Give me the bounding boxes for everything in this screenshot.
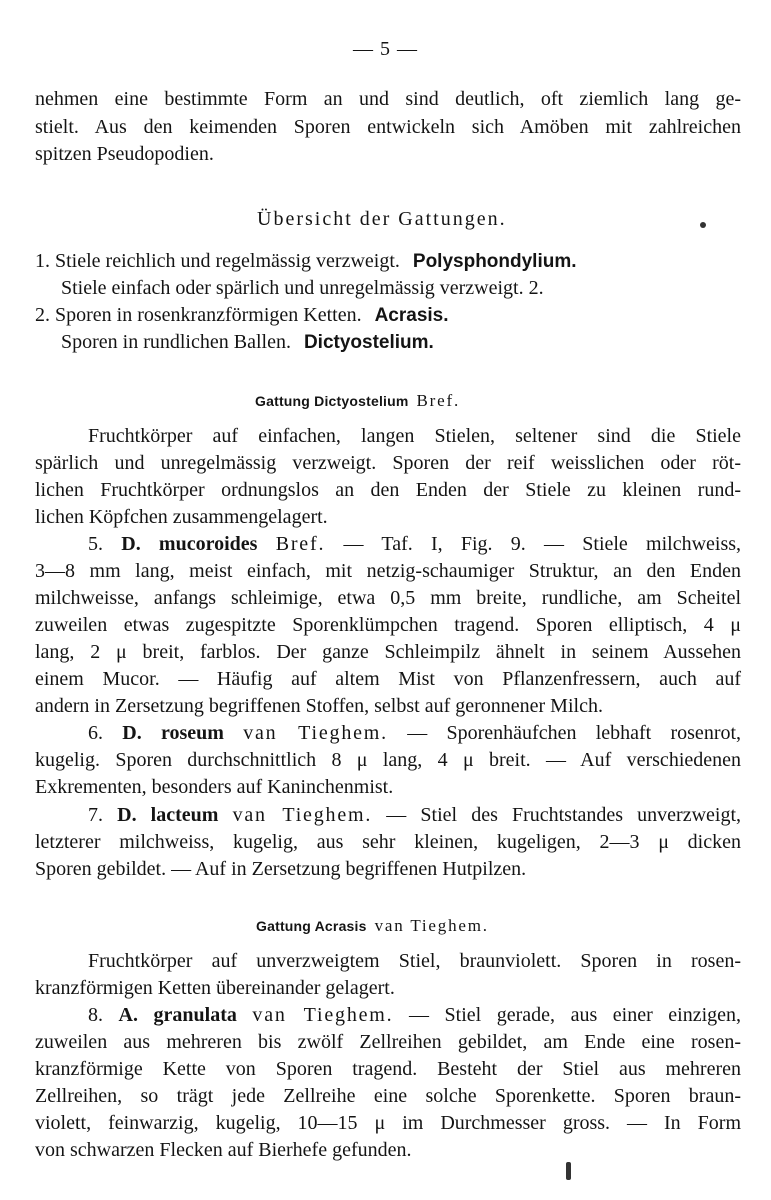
species-text-line: andern in Zersetzung begriffenen Stoffen, selbst auf geronnener Milch. (35, 695, 603, 717)
genus-description-line: spärlich und unregelmässig verzweigt. Sporen der reif weisslichen oder röt- (35, 452, 741, 474)
species-number: 8. (88, 1004, 103, 1026)
species-text-line: Sporen gebildet. — Auf in Zersetzung begriffenen Hutpilzen. (35, 858, 527, 880)
key-line-2a (35, 302, 449, 329)
species-name: A. granulata (118, 1004, 237, 1026)
species-name: D. lacteum (117, 804, 219, 826)
species-author: Bref. (275, 533, 326, 555)
genus-description-line: lichen Fruchtkörper ordnungslos an den Enden der Stiele zu kleinen rund- (35, 479, 741, 501)
species-number: 6. (88, 722, 103, 744)
species-text-line: 3—8 mm lang, meist einfach, mit netzig-schaumiger Struktur, an den Enden (35, 560, 741, 582)
section-author: Bref. (416, 391, 461, 410)
intro-line: spitzen Pseudopodien. (35, 143, 214, 165)
species-text-line: Exkrementen, besonders auf Kaninchenmist. (35, 776, 394, 798)
intro-line: nehmen eine bestimmte Form an und sind deutlich, oft ziemlich lang ge- (35, 88, 741, 110)
species-entry-5 (88, 531, 741, 557)
genus-name: Acrasis. (374, 305, 449, 326)
genus-description-line: Fruchtkörper auf unverzweigtem Stiel, braunviolett. Sporen in rosen- (88, 950, 741, 972)
genus-description-line: kranzförmigen Ketten übereinander gelagert. (35, 977, 395, 999)
species-author: van Tieghem. (252, 1004, 394, 1026)
key-text: 2. Sporen in rosenkranzförmigen Ketten. (35, 304, 362, 326)
key-text: Sporen in rundlichen Ballen. (61, 331, 291, 353)
species-number: 5. (88, 533, 103, 555)
species-entry-7 (88, 802, 741, 828)
species-text: — Sporenhäufchen lebhaft rosenrot, (407, 722, 742, 744)
key-line-1b: Stiele einfach oder spärlich und unregelmässig verzweigt. 2. (61, 277, 544, 299)
species-author: van Tieghem. (243, 722, 388, 744)
species-text-line: kugelig. Sporen durchschnittlich 8 μ lang, 4 μ breit. — Auf verschiedenen (35, 749, 741, 771)
section-genus: Gattung Dictyostelium (255, 393, 409, 409)
species-text-line: zuweilen etwas zugespitzte Sporenklümpchen tragend. Sporen elliptisch, 4 μ (35, 614, 741, 636)
genus-description-line: Fruchtkörper auf einfachen, langen Stielen, seltener sind die Stiele (88, 425, 741, 447)
species-name: D. mucoroides (121, 533, 258, 555)
genus-description-line: lichen Köpfchen zusammengelagert. (35, 506, 328, 528)
species-text-line: lang, 2 μ breit, farblos. Der ganze Schleimpilz ähnelt in seinem Aussehen (35, 641, 741, 663)
print-speck (700, 222, 706, 228)
genus-name: Dictyostelium. (303, 332, 434, 353)
species-text-line: violett, feinwarzig, kugelig, 10—15 μ im Durchmesser gross. — In Form (35, 1112, 741, 1134)
species-text: — Stiel gerade, aus einer einzigen, (409, 1004, 742, 1026)
species-name: D. roseum (122, 722, 224, 744)
species-text-line: einem Mucor. — Häufig auf altem Mist von Pflanzenfressern, auch auf (35, 668, 741, 690)
species-text-line: letzterer milchweiss, kugelig, aus sehr kleinen, kugeligen, 2—3 μ dicken (35, 831, 741, 853)
species-author: van Tieghem. (232, 804, 373, 826)
page-number: — 5 — (353, 38, 418, 60)
species-text-line: milchweisse, anfangs schleimige, etwa 0,5 mm breite, rundliche, am Scheitel (35, 587, 741, 609)
section-heading-acrasis (256, 912, 489, 939)
species-text: — Stiel des Fruchtstandes unverzweigt, (386, 804, 742, 826)
species-text-line: zuweilen aus mehreren bis zwölf Zellreihen gebildet, am Ende eine rosen- (35, 1031, 741, 1053)
key-line-1a (35, 248, 577, 275)
key-line-2b (61, 329, 434, 356)
species-entry-8 (88, 1002, 741, 1028)
print-speck (566, 1162, 571, 1180)
species-text: — Taf. I, Fig. 9. — Stiele milchweiss, (343, 533, 742, 555)
species-text-line: von schwarzen Flecken auf Bierhefe gefunden. (35, 1139, 412, 1161)
intro-line: stielt. Aus den keimenden Sporen entwickeln sich Amöben mit zahlreichen (35, 116, 741, 138)
species-entry-6 (88, 720, 741, 746)
section-author: van Tieghem. (374, 916, 489, 935)
species-text-line: Zellreihen, so trägt jede Zellreihe eine solche Sporenkette. Sporen braun- (35, 1085, 741, 1107)
species-number: 7. (88, 804, 103, 826)
overview-title: Übersicht der Gattungen. (257, 208, 507, 230)
section-heading-dictyostelium (255, 387, 460, 414)
section-genus: Gattung Acrasis (256, 918, 367, 934)
species-text-line: kranzförmige Kette von Sporen tragend. Besteht der Stiel aus mehreren (35, 1058, 741, 1080)
key-text: 1. Stiele reichlich und regelmässig verzweigt. (35, 250, 400, 272)
genus-name: Polysphondylium. (412, 251, 577, 272)
